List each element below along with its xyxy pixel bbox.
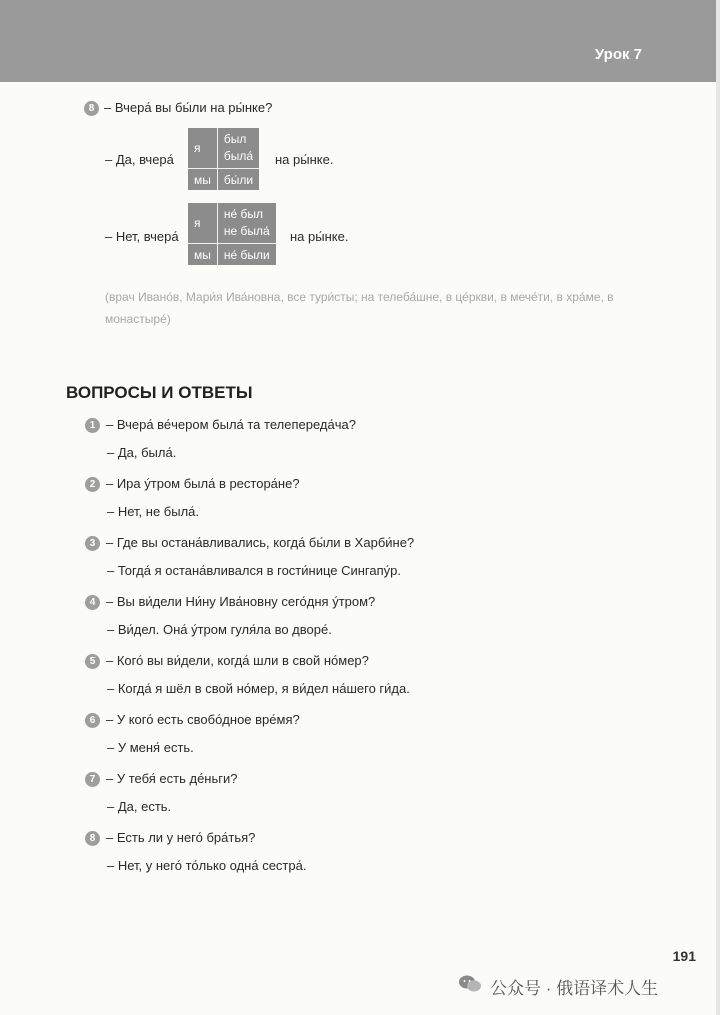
qa-answer: – Тогда́ я остана́вливался в гости́нице Сингапу́р.	[107, 563, 401, 578]
qa-question: – Есть ли у него́ бра́тья?	[106, 830, 256, 845]
substitution-hint: (врач Ивано́в, Мари́я Ива́новна, все тури́сты; на телеба́шне, в це́ркви, в мече́ти, в хра́ме, в монастыре́)	[105, 290, 614, 326]
qa-number-badge: 4	[85, 595, 100, 610]
qa-answer: – Нет, у него́ то́лько одна́ сестра́.	[107, 858, 307, 873]
qa-answer: – Ви́дел. Она́ у́тром гуля́ла во дворе́.	[107, 622, 332, 637]
qa-number-badge: 8	[85, 831, 100, 846]
qa-question: – Ира у́тром была́ в рестора́не?	[106, 476, 300, 491]
qa-question: – Вы ви́дели Ни́ну Ива́новну сего́дня у́тром?	[106, 594, 376, 609]
verb-form: была́	[223, 149, 254, 163]
qa-number-badge: 5	[85, 654, 100, 669]
verb-form: не́ были	[218, 243, 276, 265]
qa-answer: – Когда́ я шёл в свой но́мер, я ви́дел на́шего ги́да.	[107, 681, 410, 696]
qa-number-badge: 1	[85, 418, 100, 433]
qa-number-badge: 3	[85, 536, 100, 551]
example-question: – Вчера́ вы бы́ли на ры́нке?	[104, 100, 273, 115]
qa-question: – Кого́ вы ви́дели, когда́ шли в свой но́мер?	[106, 653, 369, 668]
no-prefix: – Нет, вчера́	[105, 229, 179, 244]
qa-answer: – Нет, не была́.	[107, 504, 200, 519]
yes-conjugation-table	[188, 128, 259, 190]
pronoun-ya: я	[188, 128, 218, 168]
verb-form: не была́	[223, 224, 270, 238]
header-band	[0, 0, 716, 82]
verb-form: был	[223, 132, 247, 146]
lesson-label: Урок 7	[594, 46, 642, 63]
qa-question: – Вчера́ ве́чером была́ та телепереда́ча?	[106, 417, 356, 432]
pronoun-my: мы	[188, 243, 218, 265]
qa-answer: – Да, есть.	[107, 799, 172, 814]
yes-suffix: на ры́нке.	[275, 152, 334, 167]
page-number: 191	[672, 948, 696, 964]
qa-question: – Где вы остана́вливались, когда́ бы́ли в Харби́не?	[106, 535, 415, 550]
qa-number-badge: 7	[85, 772, 100, 787]
verb-form: бы́ли	[218, 168, 259, 190]
wechat-logo-icon	[458, 974, 482, 999]
qa-question: – У тебя́ есть де́ньги?	[106, 771, 238, 786]
watermark	[458, 974, 658, 999]
qa-answer: – У меня́ есть.	[107, 740, 194, 755]
no-suffix: на ры́нке.	[290, 229, 349, 244]
pronoun-my: мы	[188, 168, 218, 190]
qa-number-badge: 6	[85, 713, 100, 728]
yes-prefix: – Да, вчера́	[105, 152, 174, 167]
watermark-text: 公众号 · 俄语译术人生	[490, 979, 659, 998]
example-number-badge: 8	[84, 101, 99, 116]
page-edge	[716, 0, 720, 1015]
verb-form: не́ был	[223, 207, 264, 221]
qa-answer: – Да, была́.	[107, 445, 177, 460]
section-title: ВОПРОСЫ И ОТВЕТЫ	[66, 383, 253, 402]
qa-question: – У кого́ есть свобо́дное вре́мя?	[106, 712, 300, 727]
qa-number-badge: 2	[85, 477, 100, 492]
pronoun-ya: я	[188, 203, 218, 243]
no-conjugation-table	[188, 203, 276, 265]
